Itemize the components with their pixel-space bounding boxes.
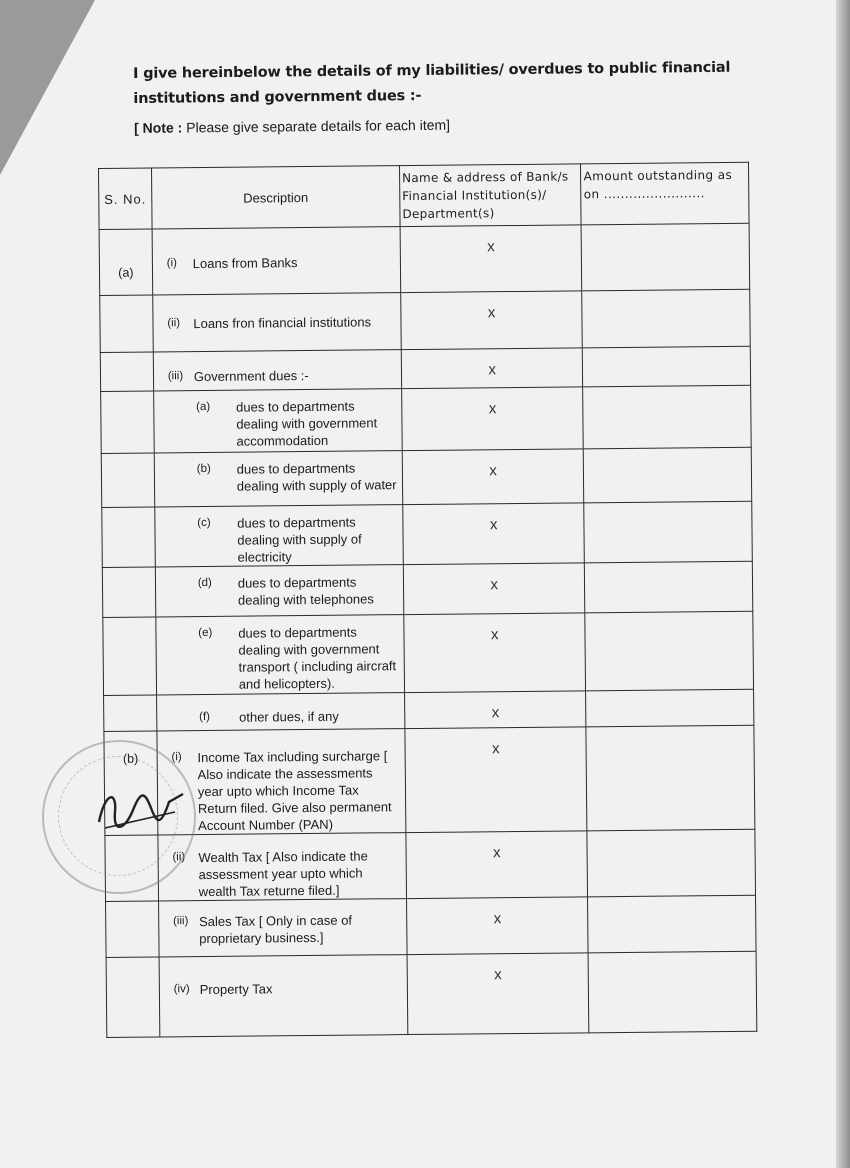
- row-description: Loans from Banks: [192, 255, 298, 272]
- row-amount-cell: [584, 447, 752, 503]
- table-row: [104, 725, 755, 835]
- row-mark: x: [405, 691, 587, 729]
- row-mark: x: [406, 831, 588, 899]
- row-description: Property Tax: [199, 981, 273, 998]
- table-row: [106, 895, 757, 957]
- row-number: (c): [197, 516, 211, 530]
- row-amount-cell: [585, 611, 753, 691]
- table-row: [99, 223, 750, 295]
- table-row: [100, 346, 750, 391]
- row-amount-cell: [587, 829, 755, 897]
- row-amount-cell: [589, 951, 757, 1033]
- row-amount-cell: [588, 895, 756, 953]
- row-mark: x: [401, 291, 583, 350]
- row-description: dues to departments dealing with government transport ( including aircraft and helicopters).: [238, 624, 397, 692]
- table-row: [102, 561, 752, 617]
- row-sno: (a): [99, 229, 152, 296]
- row-number: (ii): [167, 317, 181, 330]
- row-amount-cell: [582, 289, 750, 348]
- row-mark: x: [401, 348, 583, 389]
- row-description: dues to departments dealing with supply of water: [236, 460, 397, 494]
- row-mark: x: [400, 225, 582, 293]
- row-sno: [106, 901, 159, 958]
- row-description: Income Tax including surcharge [ Also indicate the assessments year upto which Income Tax Return filed. Give also permanent Account Number (PAN): [197, 748, 392, 834]
- row-mark: x: [406, 897, 588, 955]
- row-number: (d): [197, 576, 212, 590]
- table-header-row: [99, 162, 750, 229]
- row-number: (iii): [172, 915, 189, 928]
- row-sno: [102, 567, 155, 618]
- row-amount-cell: [586, 689, 754, 727]
- row-description: Government dues :-: [193, 367, 309, 385]
- row-amount-cell: [585, 561, 753, 613]
- row-number: (e): [198, 626, 213, 640]
- row-description: other dues, if any: [239, 708, 339, 725]
- row-description: Wealth Tax [ Also indicate the assessment year upto which wealth Tax returne filed.]: [198, 848, 368, 900]
- table-row: [101, 385, 752, 453]
- row-mark: x: [403, 563, 585, 615]
- row-sno: [104, 695, 157, 732]
- row-amount-cell: [582, 223, 750, 291]
- row-sno: [106, 957, 160, 1038]
- row-sno: [100, 295, 153, 353]
- row-sno: [102, 507, 155, 568]
- row-sno: [101, 391, 154, 454]
- row-sno: [103, 617, 157, 696]
- header-name-address: Name & address of Bank/s Financial Institution(s)/ Department(s): [399, 164, 581, 227]
- row-description: dues to departments dealing with government accommodation: [236, 398, 378, 449]
- row-description: dues to departments dealing with telephones: [237, 574, 374, 608]
- row-description: Loans fron financial institutions: [193, 314, 372, 332]
- note-prefix: [ Note :: [134, 119, 183, 136]
- note-text: Please give separate details for each item]: [182, 116, 451, 136]
- row-sno: (b): [104, 731, 158, 836]
- row-number: (i): [166, 257, 178, 270]
- row-mark: x: [403, 503, 585, 565]
- row-description: dues to departments dealing with supply of electricity: [237, 514, 362, 565]
- row-sno: [101, 453, 154, 508]
- row-amount-cell: [583, 385, 751, 449]
- page-edge-shadow: [836, 0, 850, 1168]
- table-row: [102, 501, 753, 567]
- row-number: (b): [196, 462, 211, 476]
- liabilities-table: [98, 162, 757, 1038]
- row-number: (ii): [172, 851, 186, 864]
- row-mark: x: [405, 727, 588, 833]
- row-number: (f): [199, 710, 211, 724]
- handwritten-signature: [95, 782, 190, 837]
- row-amount-cell: [583, 346, 751, 387]
- row-description: Sales Tax [ Only in case of proprietary business.]: [198, 912, 353, 947]
- row-amount-cell: [584, 501, 752, 563]
- row-mark: x: [407, 953, 589, 1035]
- table-row: [105, 829, 756, 901]
- header-amount: Amount outstanding as on ........................: [581, 162, 749, 225]
- page-heading: I give hereinbelow the details of my liabilities/ overdues to public financial institutions and government dues :-: [133, 59, 731, 107]
- row-mark: x: [404, 613, 586, 693]
- table-row: [101, 447, 751, 507]
- row-sno: [100, 352, 153, 392]
- header-sno: S. No.: [99, 168, 152, 230]
- table-row: [100, 289, 751, 352]
- table-row: [106, 951, 757, 1037]
- row-number: (iv): [173, 983, 190, 996]
- row-number: (a): [196, 400, 211, 414]
- table-row: [104, 689, 754, 731]
- table-row: [103, 611, 754, 695]
- header-description: Description: [151, 166, 400, 229]
- row-number: (iii): [167, 370, 184, 383]
- row-mark: x: [402, 387, 584, 451]
- note-line: [134, 117, 450, 136]
- row-amount-cell: [586, 725, 755, 831]
- row-number: (i): [171, 751, 182, 764]
- row-mark: x: [402, 449, 584, 505]
